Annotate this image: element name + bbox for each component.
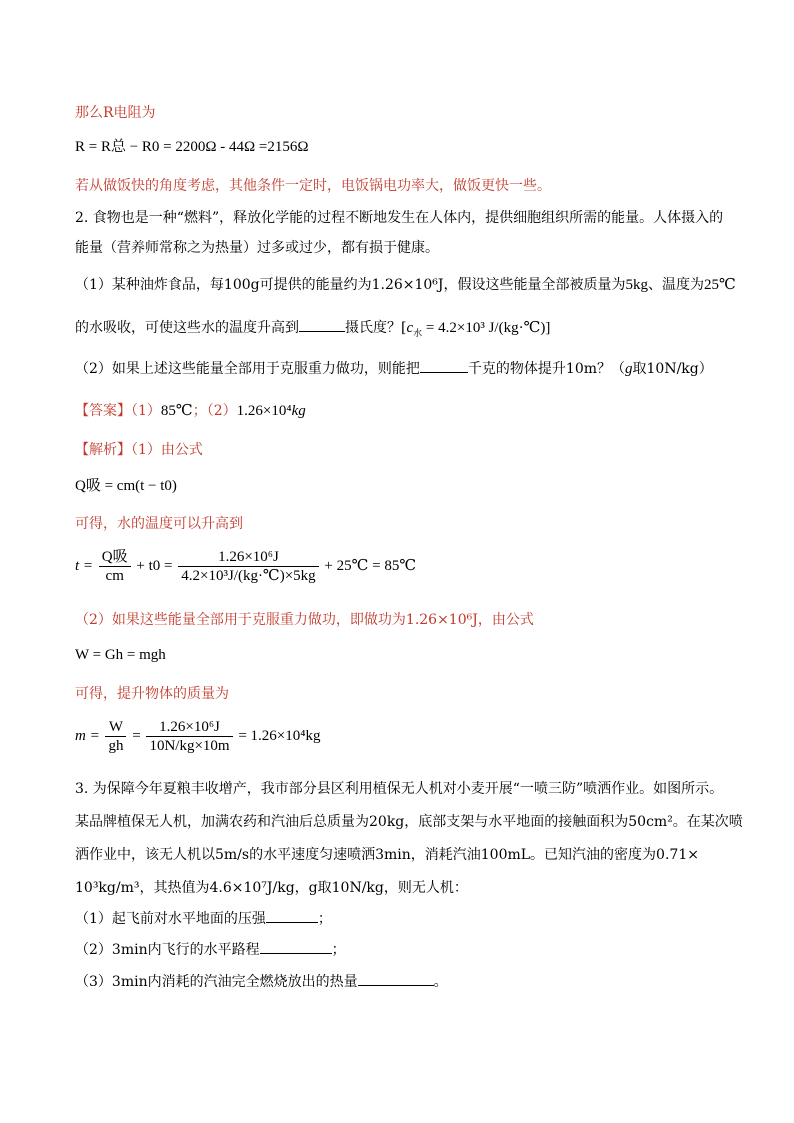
line-r-resistance: 那么R电阻为 [75, 105, 156, 121]
q3-part3: （3）3min内消耗的汽油完全燃烧放出的热量 。 [75, 974, 448, 990]
answer-blank [299, 319, 345, 332]
answer-blank [266, 910, 318, 923]
q2-part1-line1: （1）某种油炸食品，每100g可提供的能量约为1.26×10⁶J，假设这些能量全部被质量为5kg、温度为25℃ [75, 277, 736, 293]
q3-stem-line1: 3. 为保障今年夏粮丰收增产，我市部分县区利用植保无人机对小麦开展“一喷三防”喷洒作业。如图所示。 [75, 781, 724, 797]
answer-blank [260, 941, 332, 954]
answer-blank [420, 360, 468, 373]
line-conclusion: 若从做饭快的角度考虑，其他条件一定时，电饭锅电功率大，做饭更快一些。 [75, 178, 551, 194]
equation-r: R = R总 − R0 = 2200Ω - 44Ω =2156Ω [75, 139, 309, 155]
answer-line: 【答案】（1）85℃；（2）1.26×10⁴kg [75, 403, 306, 419]
q3-stem-line2: 某品牌植保无人机，加满农药和汽油后总质量为20kg，底部支架与水平地面的接触面积为50cm²。在某次喷 [75, 814, 743, 830]
q3-part2: （2）3min内飞行的水平路程 ； [75, 942, 346, 958]
line-work-formula: （2）如果这些能量全部用于克服重力做功，即做功为1.26×10⁶J，由公式 [75, 612, 534, 628]
q2-part2: （2）如果上述这些能量全部用于克服重力做功，则能把 千克的物体提升10m？（g取10N/kg） [75, 361, 713, 377]
equation-mass: m = $\frac{W}{gh}$ = $\frac{\text{1.26×10⁶J}}{10N/kg\times 10m}$ = 1.26×10⁴kg [75, 719, 321, 754]
answer-blank [358, 973, 434, 986]
equation-temperature: t = $\frac{\text{Q吸}}{cm}$ + t0 = $\frac{\text{1.26×10⁶J}}{\text{4.2×10³J/(kg·℃)×5kg}}$ + 25℃ = 85℃ [75, 549, 417, 584]
fraction-energy-over-gh: $\frac{\text{1.26×10⁶J}}{10N/kg\times 10m}$ [146, 718, 232, 755]
line-mass: 可得，提升物体的质量为 [75, 686, 229, 702]
q2-stem-line2: 能量（营养师常称之为热量）过多或过少，都有损于健康。 [75, 240, 439, 256]
q3-stem-line3: 洒作业中，该无人机以5m/s的水平速度匀速喷洒3min，消耗汽油100mL。已知汽油的密度为0.71× [75, 847, 699, 863]
analysis-line: 【解析】（1）由公式 [75, 442, 203, 458]
fraction-energy-over-mass: $\frac{\text{1.26×10⁶J}}{\text{4.2×10³J/(kg·℃)×5kg}}$ [178, 548, 318, 585]
q2-stem-line1: 2. 食物也是一种“燃料”，释放化学能的过程不断地发生在人体内，提供细胞组织所需的能量。人体摄入的 [75, 210, 724, 226]
line-temp-rise: 可得，水的温度可以升高到 [75, 516, 243, 532]
q3-part1: （1）起飞前对水平地面的压强 ； [75, 911, 332, 927]
fraction-w-over-gh: $\frac{W}{gh}$ [105, 718, 126, 755]
q2-part1-line2: 的水吸收，可使这些水的温度升高到 摄氏度？[$c_水 = 4.2\times 10^3$ J/(kg·℃)] [75, 320, 551, 339]
q3-stem-line4: 10³kg/m³，其热值为4.6×10⁷J/kg，g取10N/kg，则无人机： [75, 880, 468, 896]
equation-heat: Q吸 = cm(t − t0) [75, 478, 177, 494]
fraction-q-over-cm: $\frac{\text{Q吸}}{cm}$ [99, 548, 131, 585]
equation-work: W = Gh = mgh [75, 647, 166, 663]
